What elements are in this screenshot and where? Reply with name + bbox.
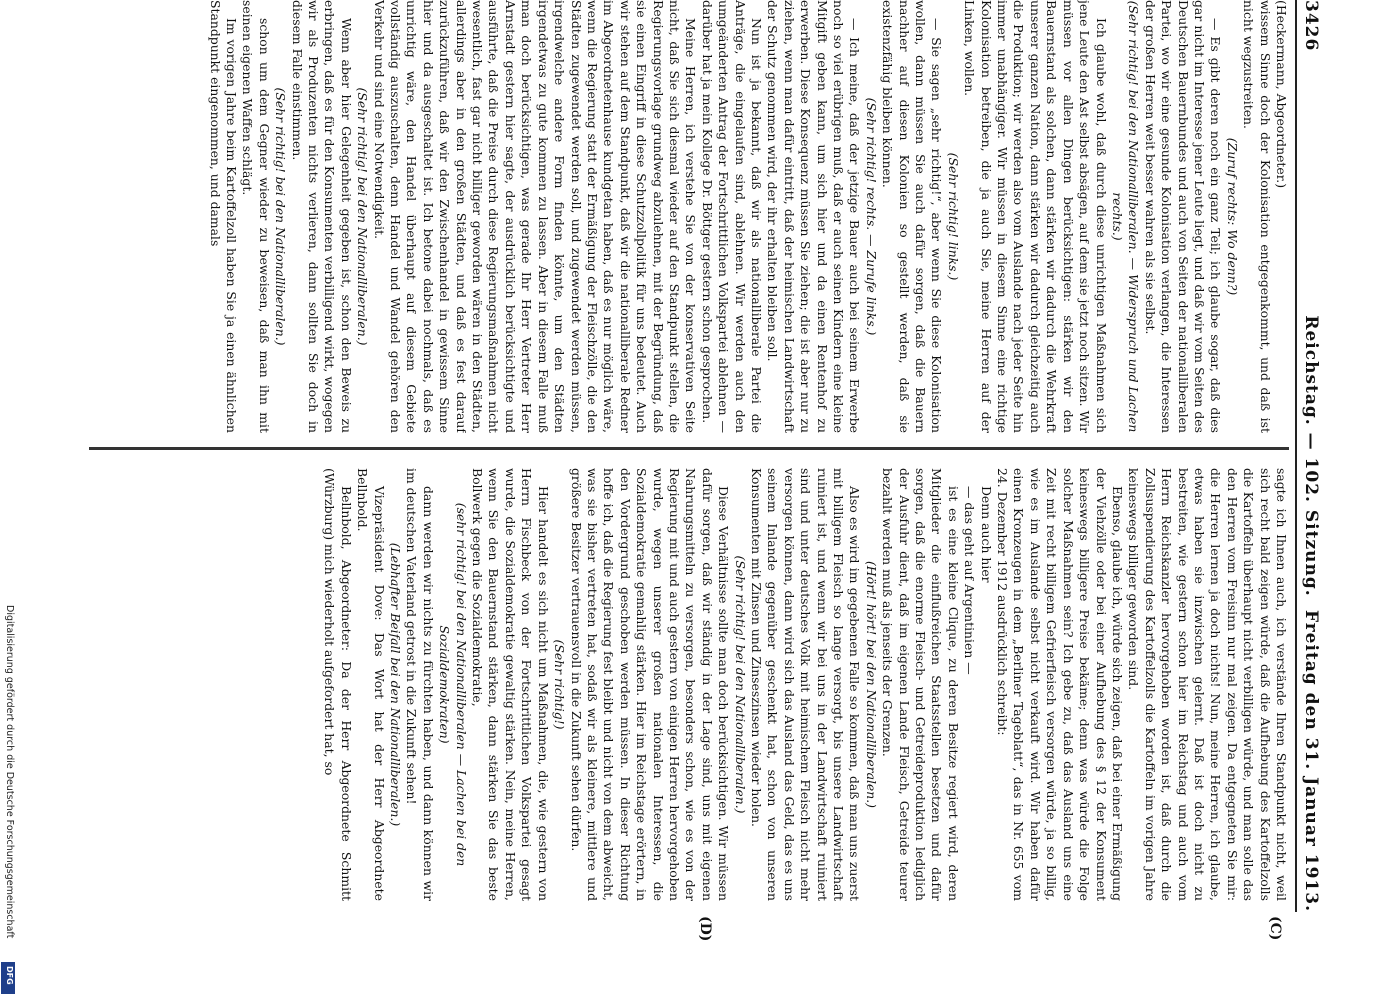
paragraph: Im vorigen Jahre beim Kartoffelzoll haben Sie ja einen ähnlichen Standpunkt eingenommen, und damals xyxy=(207,0,239,433)
running-head xyxy=(1297,0,1323,912)
margin-marker-c: (C) xyxy=(1267,916,1283,941)
digitization-credit xyxy=(1,605,15,995)
right-column xyxy=(89,468,1289,901)
interjection: (Sehr richtig! bei den Nationalliberalen.) xyxy=(273,87,289,346)
dfg-logo xyxy=(1,962,15,994)
page-number: 3426 xyxy=(1301,0,1321,52)
paragraph: Wenn aber hier Gelegenheit gegeben ist, schon den Beweis zu erbringen, daß es für den Konsumenten verbilligend wirkt, wogegen wir als Produzenten nichts verlieren, dann sollten Sie doch in diesem Falle einstimmen. xyxy=(289,0,354,433)
paragraph: — das geht auf Argentinien — xyxy=(962,486,978,675)
paragraph: — Ich meine, daß der jetzige Bauer auch bei seinem Erwerbe noch so viel erübrigen muß, daß er auch seinen Kindern eine kleine Mitgift geben kann, um sich hier und da einen Rentenhof zu erwerben. Diese Konsequenz müssen Sie ziehen; die ist aber nur zu ziehen, wenn man dafür eintritt, daß der heimischen Landwirtschaft der Schutz genommen wird, der ihr erhalten bleiben soll. xyxy=(765,0,863,433)
paragraph: — Sie sagen „sehr richtig!“, aber wenn Sie diese Kolonisation wollen, dann müssen Sie auch dafür sorgen, daß die Bauern nachher auf diesen Kolonien so gestellt werden, daß sie existenzfähig bleiben können. xyxy=(880,0,945,433)
margin-marker-d: (D) xyxy=(697,916,713,942)
dfg-logo-text: DFG xyxy=(5,966,14,985)
paragraph: schon um dem Gegner wieder zu beweisen, daß man ihn mit seinen eigenen Waffen schlägt. xyxy=(240,0,272,433)
paragraph: ist es eine kleine Clique, zu deren Besitze regiert wird, deren Mitglieder die einflußreichen Staatsstellen besetzen und dafür sorgen, daß die enorme Fleisch- und Getreideproduktion lediglich der Ausfuhr dient, daß im eigenen Lande Fleisch, Getreide teurer bezahlt werden muß als jenseits der Grenzen. xyxy=(880,468,961,901)
column-divider xyxy=(89,447,1289,450)
paragraph: Vizepräsident Dove: Das Wort hat der Herr Abgeordnete Bellnbold. xyxy=(355,468,387,901)
interjection: (Sehr richtig! links.) xyxy=(945,152,961,281)
interjection: (Sehr richtig! rechts. — Zurufe links.) xyxy=(863,97,879,336)
paragraph: sagte ich Ihnen auch, ich verstände Ihren Standpunkt nicht, weil sich recht bald zeigen würde, daß die Aufhebung des Kartoffelzolls die Kartoffeln überhaupt nicht verbilligen würde, und man solle das den Herren vom Freisinn nur mal zeigen. Da entgegneten Sie mir: die Herren lernen ja doch nichts! Nun, meine Herren, ich glaube, etwas haben sie inzwischen gelernt. Daß ist doch nicht zu bestreiten, wie gestern schon hier im Reichstag und auch vom Herrn Reichskanzler hervorgehoben worden ist, daß durch die Zollsuspendierung des Kartoffelzolls die Kartoffeln im vorigen Jahre keineswegs billiger geworden sind. xyxy=(1126,468,1289,901)
paragraph: wissem Sinne doch der Kolonisation entgegenkommt, und daß ist nicht wegzustreiten. xyxy=(1241,0,1273,433)
paragraph: Meine Herren, ich verstehe Sie von der konservativen Seite nicht, daß Sie sich diesmal wieder auf den Standpunkt stellen, die Regierungsvorlage grundweg abzulehnen, mit der Begründung, daß sie einen Eingriff in diese Schutzzollpolitik für uns bedeutet. Auch wir stehen auf dem Standpunkt, daß wir die nationalliberale Redner im Abgeordnetenhause kundgetan haben, daß es nur möglich wäre, wenn die Regierung statt der Ermäßigung der Fleischzölle, die den Städten zugewendet werden soll, und zugewendet werden müssen, irgendwelche andere Form finden könnte, um den Städten irgendetwas zu gute kommen zu lassen. Aber in diesem Falle muß man doch berücksichtigen, was gerade Ihr Herr Vertreter Herr Arnstadt gestern hier sagte, der ausdrücklich berücksichtigte und ausführte, daß die Preise durch diese Regierungsmaßnahmen nicht wesentlich, fast gar nicht billiger geworden wären in den Städten, allerdings aber in den großen Städten, und daß es fest darauf zurückzuführen, daß wir den Zwischenhandel in gewissem Sinne hier und da ausgeschaltet ist. Ich betone dabei nochmals, daß es unrichtig wäre, den Handel überhaupt auf diesem Gebiete vollständig auszuschalten, denn Handel und Wandel gehören den Verkehr und sind eine Notwendigkeit. xyxy=(371,0,699,433)
paragraph: dann werden wir nichts zu fürchten haben, und dann können wir im deutschen Vaterland getrost in die Zukunft sehen! xyxy=(404,468,436,901)
interjection: (Sehr richtig! bei den Nationalliberalen.) xyxy=(355,87,371,346)
document-page xyxy=(83,0,1323,942)
paragraph: Also es wird im gegebenen Falle so kommen, daß man uns zuerst mit billigem Fleisch so lange versorgt, bis unsere Landwirtschaft ruiniert ist, und wenn wir bei uns in der Landwirtschaft ruiniert sind und unter deutsches Volk mit heimischem Fleisch nicht mehr versorgen können, dann wird sich das Ausland das Geld, das es uns seinem Inlande gegenüber geschenkt hat, schon von unseren Konsumenten mit Zinsen und Zinseszinsen wieder holen. xyxy=(749,468,863,901)
digitization-credit-text: Digitalisierung gefördert durch die Deutsche Forschungsgemeinschaft xyxy=(4,605,15,939)
interjection: (Sehr richtig! bei den Nationalliberalen. — Widerspruch und Lachen rechts.) xyxy=(1109,0,1142,433)
paragraph: Ebenso, glaube ich, würde sich zeigen, daß bei einer Ermäßigung der Viehzölle oder bei einer Aufhebung des § 12 der Konsument keineswegs billigere Preise bekäme; denn was würde die Folge solcher Maßnahmen sein? Ich gebe zu, daß das Ausland uns eine Zeit mit recht billigem Gefrierfleisch versorgen würde, ja so billig, wie es im Auslande selbst nicht verkauft wird. Wir haben dafür einen Kronzeugen in dem „Berliner Tageblatt“, das in Nr. 655 vom 24. Dezember 1912 ausdrücklich schreibt: xyxy=(995,468,1125,901)
interjection: (Hört! hört! bei den Nationalliberalen.) xyxy=(863,560,879,809)
paragraph: Bellnbold, Abgeordneter: Da der Herr Abgeordnete Schmitt (Würzburg) mich wiederholt aufgefordert hat, so xyxy=(322,468,354,901)
interjection: (Zuruf rechts: Wo denn?) xyxy=(1224,137,1240,296)
interjection: (sehr richtig! bei den Nationalliberalen — Lachen bei den Sozialdemokraten) xyxy=(437,502,469,867)
paragraph: Diese Verhältnisse sollte man doch berücksichtigen. Wir müssen dafür sorgen, daß wir ständig in der Lage sind, uns mit eigenen Nahrungsmitteln zu versorgen, besonders schon, wie es von der Regierung mit und auch gestern von einigen Herren hervorgehoben wurde, wegen unserer großen nationalen Interessen, die Sozialdemokratie gemahlig stärken. Hier im Reichstage erörtern, in den Vordergrund geschoben werden müssen. In dieser Richtung hoffe ich, daß die Regierung fest bleibt und nicht von dem abweicht, was sie bisher vertreten hat, sodaß wir als kleinere, mittlere und größere Besitzer vertrauensvoll in die Zukunft sehen dürfen. xyxy=(568,468,732,901)
session-title: Reichstag. — 102. Sitzung. xyxy=(1301,315,1321,597)
left-column xyxy=(89,0,1289,433)
paragraph: (Heckermann, Abgeordneter.) xyxy=(1274,0,1289,189)
interjection: (Lebhafter Beifall bei den Nationalliberalen.) xyxy=(388,542,404,827)
header-rule xyxy=(1295,0,1297,912)
paragraph: Denn auch hier xyxy=(978,486,994,583)
interjection: (Sehr richtig! bei den Nationalliberalen.) xyxy=(732,555,748,814)
interjection: (Sehr richtig!) xyxy=(552,639,568,730)
paragraph: — Es gibt deren noch ein ganz Teil; ich glaube sogar, daß dies gar nicht im Interesse jener Leute liegt, und daß wir vom Seiten des Deutschen Bauernbundes und auch von Seiten der nationalliberalen Partei, wo wir eine gesunde Kolonisation verlangen, die Interessen der großen Herren weit besser wahren als sie selbst. xyxy=(1142,0,1224,433)
paragraph: Nun ist ja bekannt, daß wir als nationalliberale Partei die Anträge, die eingelaufen sind, ablehnen. Wir werden auch den umgeänderten Antrag der Fortschrittlichen Volkspartei ablehnen — darüber hat ja mein Kollege Dr. Böttger gestern schon gesprochen. xyxy=(699,0,764,433)
session-date: Freitag den 31. Januar 1913. xyxy=(1301,609,1321,912)
paragraph: Hier handelt es sich nicht um Maßnahmen, die, wie gestern von Herrn Fischbeck von der Fortschrittlichen Volkspartei gesagt wurde, die Sozialdemokratie gewaltig stärken. Nein, meine Herren, wenn Sie den Bauernstand stärken, dann stärken Sie das beste Bollwerk gegen die Sozialdemokratie, xyxy=(470,468,551,901)
paragraph: Ich glaube wohl, daß durch diese unrichtigen Maßnahmen sich jene Leute den Ast selbst absägen, auf dem sie jetzt noch sitzen. Wir müssen vor allen Dingen berücksichtigen: stärken wir den Bauernstand als solchen, dann stärken wir dadurch die Wehrkraft unserer ganzen Nation, dann stärken wir dadurch gleichzeitig auch die Produktion; wir werden also vom Auslande nach jeder Seite hin immer unabhängiger. Wir müssen in diesem Sinne eine richtige Kolonisation betreiben, die ja auch Sie, meine Herren auf der Linken, wollen. xyxy=(962,0,1109,433)
